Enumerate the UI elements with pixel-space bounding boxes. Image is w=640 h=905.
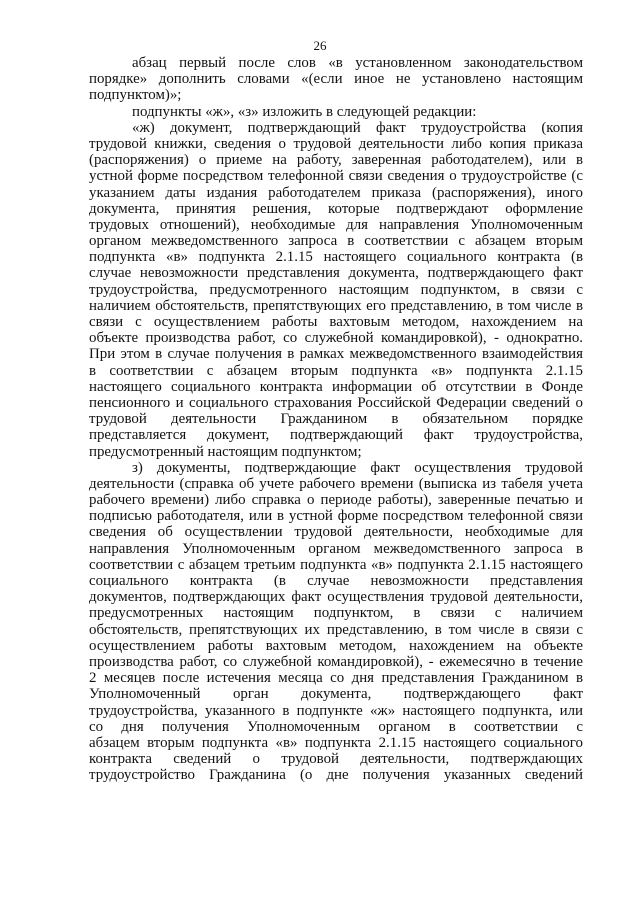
text-line: документа, принятия решения, которые подтверждают оформление xyxy=(89,200,583,217)
text-line: документов, подтверждающих факт осуществления трудовой деятельности, xyxy=(89,589,583,606)
text-line: случае невозможности представления документа, подтверждающего факт xyxy=(89,265,583,282)
text-line: трудовых отношений), необходимые для направления Уполномоченным xyxy=(89,216,583,233)
text-line: органом межведомственного запроса в соответствии с абзацем вторым xyxy=(89,233,583,250)
text-line: трудовой деятельности Гражданином в обязательном порядке xyxy=(89,411,583,428)
text-line: подпунктом)»; xyxy=(89,87,182,104)
page-number: 26 xyxy=(313,38,327,53)
text-line: деятельности (справка об учете рабочего времени (выписка из табеля учета xyxy=(89,475,583,492)
text-line: предусмотренный настоящим подпунктом; xyxy=(89,443,362,460)
text-line: контракта сведений о трудовой деятельности, подтверждающих xyxy=(89,751,583,768)
text-line: Уполномоченный орган документа, подтверждающего факт xyxy=(89,686,583,703)
text-line: подпункта «в» подпункта 2.1.15 настоящего социального контракта (в xyxy=(89,249,583,266)
text-line: абзацем вторым подпункта «в» подпункта 2.1.15 настоящего социального xyxy=(89,734,583,751)
text-line: устной форме посредством телефонной связи сведения о трудоустройстве (с xyxy=(89,168,583,185)
text-line: объекте производства работ, со служебной командировкой), - однократно. xyxy=(89,330,583,347)
text-line: производства работ, со служебной командировкой), - ежемесячно в течение xyxy=(89,653,583,670)
text-line: з) документы, подтверждающие факт осуществления трудовой xyxy=(132,459,583,476)
text-line: со дня получения Уполномоченным органом в соответствии с xyxy=(89,718,583,735)
text-line: сведения об осуществлении трудовой деятельности, необходимые для xyxy=(89,524,583,541)
text-line: социального контракта (в случае невозможности представления xyxy=(89,573,583,589)
text-line: предусмотренных настоящим подпунктом, в связи с наличием xyxy=(89,605,583,622)
text-line: направления Уполномоченным органом межведомственного запроса в xyxy=(89,540,583,557)
text-line: представляется документ, подтверждающий факт трудоустройства, xyxy=(89,427,583,444)
document-body xyxy=(89,55,583,783)
text-line: (распоряжения) о приеме на работу, заверенная работодателем), или в xyxy=(89,152,583,169)
text-line: При этом в случае получения в рамках межведомственного взаимодействия xyxy=(89,346,583,363)
text-line: осуществлением работы вахтовым методом, нахождением на объекте xyxy=(89,637,583,654)
text-line: порядке» дополнить словами «(если иное не установлено настоящим xyxy=(89,71,583,88)
text-line: «ж) документ, подтверждающий факт трудоустройства (копия xyxy=(132,119,583,136)
text-line: в соответствии с абзацем вторым подпункта «в» подпункта 2.1.15 xyxy=(89,362,583,379)
text-line: трудоустройство Гражданина (о дне получения указанных сведений xyxy=(89,767,583,784)
text-line: подписью работодателя, или в устной форме посредством телефонной связи xyxy=(89,508,583,525)
text-line: рабочего времени) либо справка о периоде работы), заверенные печатью и xyxy=(89,492,583,509)
text-line: абзац первый после слов «в установленном законодательством xyxy=(132,55,583,71)
text-line: трудоустройства, предусмотренного настоящим подпунктом, в связи с xyxy=(89,281,583,298)
text-line: обстоятельств, препятствующих их представлению, в том числе в связи с xyxy=(89,621,583,638)
text-line: соответствии с абзацем третьим подпункта «в» подпункта 2.1.15 настоящего xyxy=(89,556,583,573)
text-line: трудоустройства, указанного в подпункте «ж» настоящего подпункта, или xyxy=(89,702,583,719)
text-line: указанием даты издания работодателем приказа (распоряжения), иного xyxy=(89,184,583,201)
text-line: связи с осуществлением работы вахтовым методом, нахождением на xyxy=(89,314,583,330)
text-line: 2 месяцев после истечения месяца со дня представления Гражданином в xyxy=(89,670,583,687)
text-line: подпункты «ж», «з» изложить в следующей редакции: xyxy=(132,103,477,120)
text-line: трудовой книжки, сведения о трудовой деятельности либо копия приказа xyxy=(89,135,583,152)
text-line: наличием обстоятельств, препятствующих его представлению, в том числе в xyxy=(89,297,583,314)
text-line: пенсионного и социального страхования Российской Федерации сведений о xyxy=(89,394,583,411)
text-line: настоящего социального контракта информации об отсутствии в Фонде xyxy=(89,378,583,395)
